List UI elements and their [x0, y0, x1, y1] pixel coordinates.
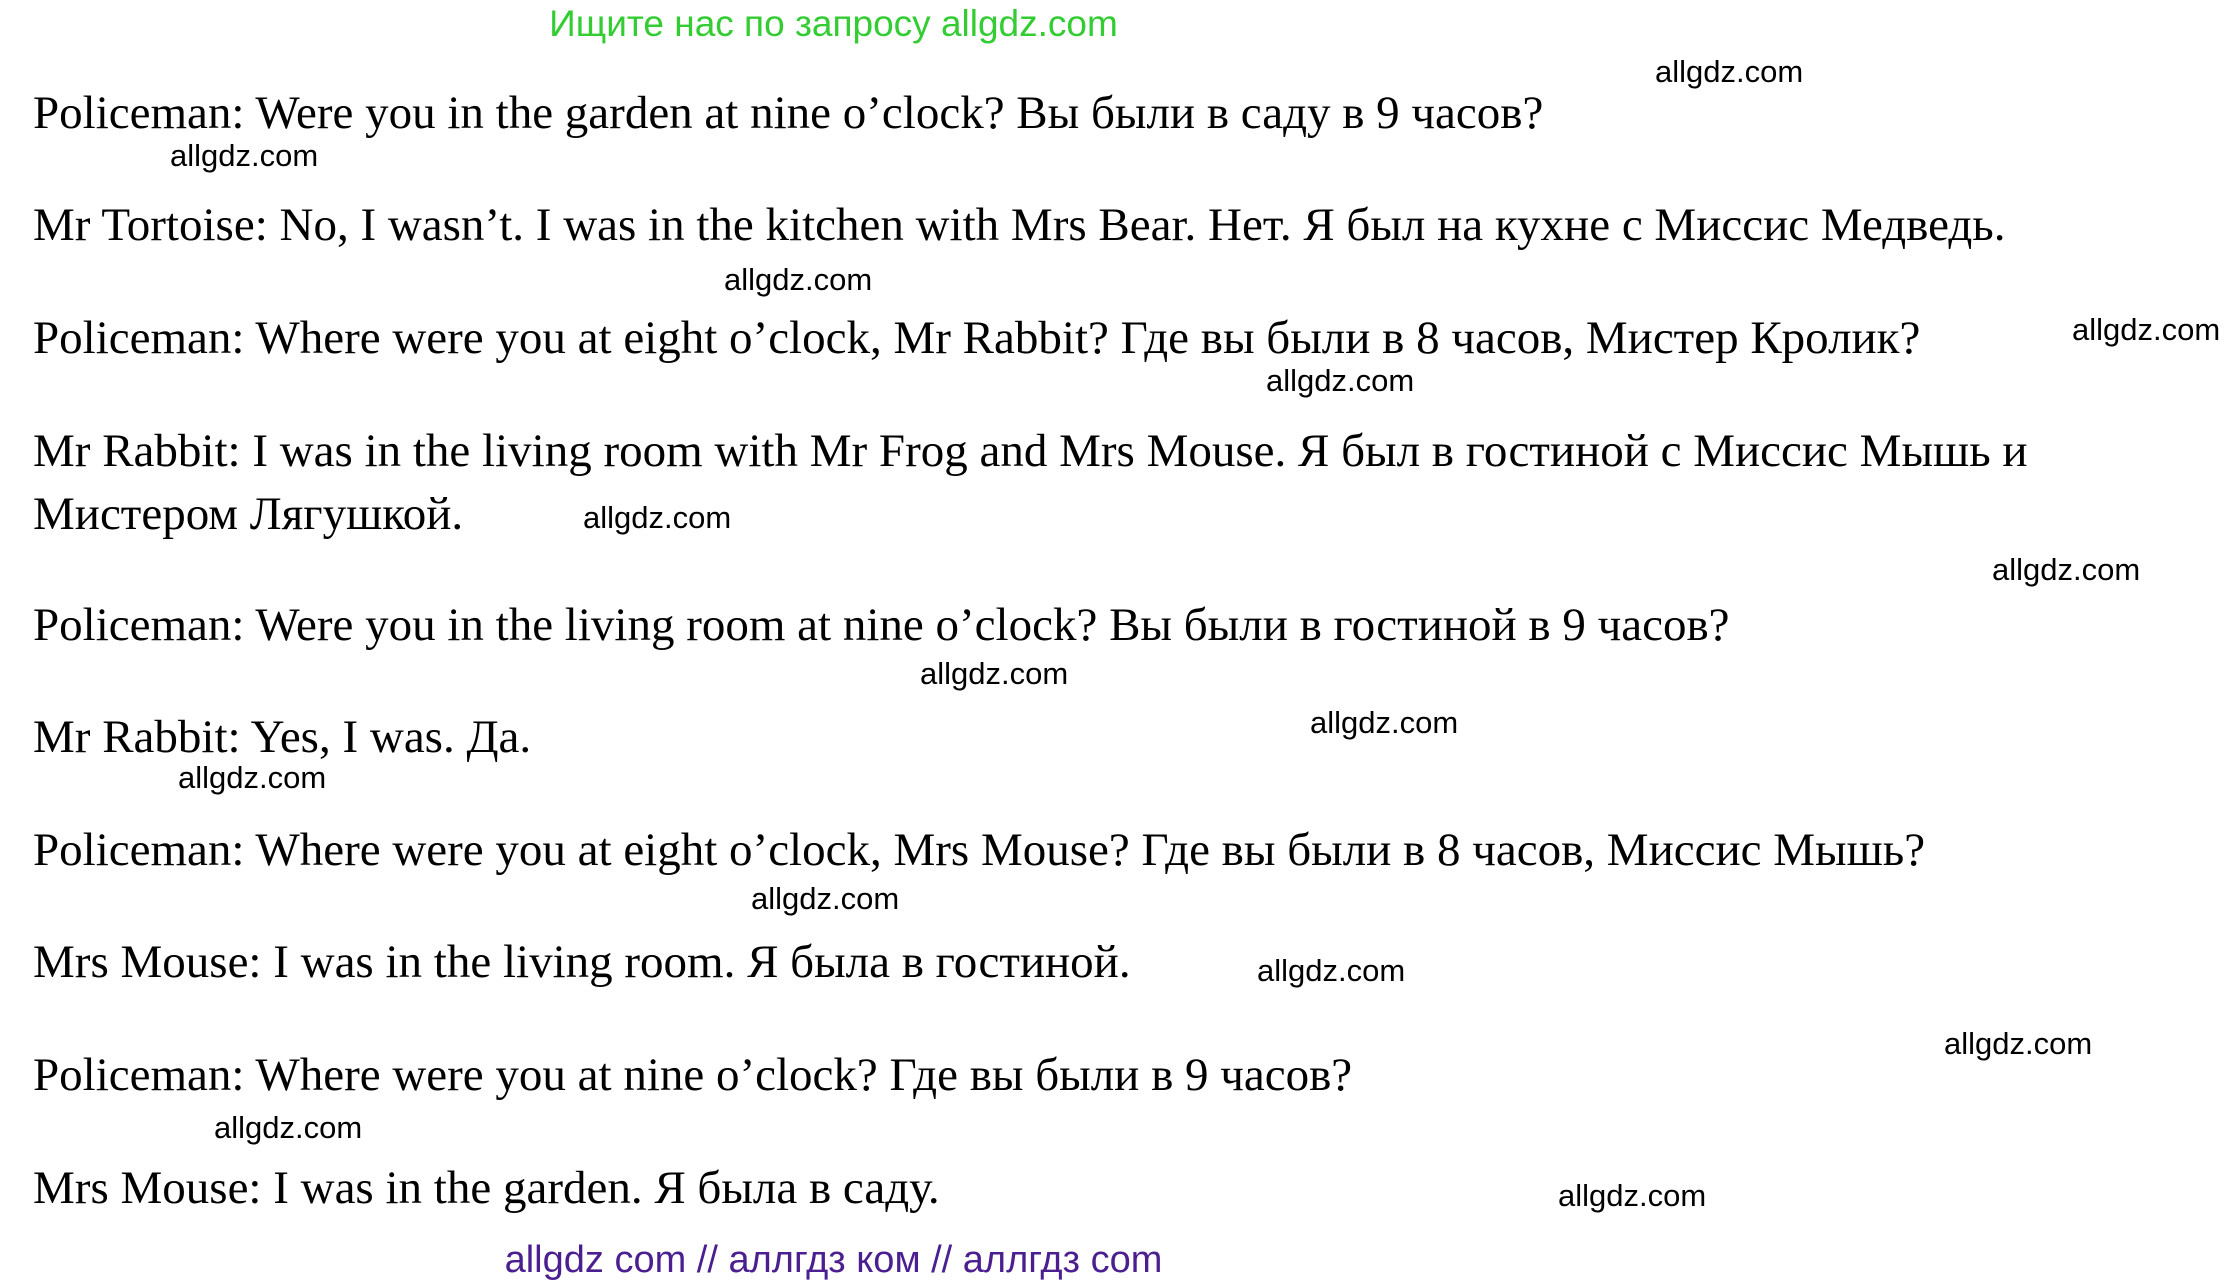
watermark: allgdz.com	[920, 656, 1069, 691]
watermark: allgdz.com	[178, 760, 327, 795]
dialogue-line-1: Policeman: Were you in the garden at nine o’clock? Вы были в саду в 9 часов?	[33, 87, 1544, 139]
dialogue-line-6: Mr Rabbit: Yes, I was. Да.	[33, 711, 532, 763]
watermark: allgdz.com	[1558, 1178, 1707, 1213]
watermark: allgdz.com	[2072, 312, 2221, 347]
watermark: allgdz.com	[1992, 552, 2141, 587]
watermark: allgdz.com	[1655, 54, 1804, 89]
watermark: allgdz.com	[1257, 953, 1406, 988]
dialogue-line-2: Mr Tortoise: No, I wasn’t. I was in the kitchen with Mrs Bear. Нет. Я был на кухне с Миссис Медведь.	[33, 199, 2006, 251]
watermark: allgdz.com	[1266, 363, 1415, 398]
watermark: allgdz.com	[214, 1110, 363, 1145]
watermark: allgdz.com	[751, 881, 900, 916]
dialogue-line-3: Policeman: Where were you at eight o’clock, Mr Rabbit? Где вы были в 8 часов, Мистер Кролик?	[33, 312, 1921, 364]
watermark: allgdz.com	[170, 138, 319, 173]
dialogue-line-10: Mrs Mouse: I was in the garden. Я была в саду.	[33, 1162, 940, 1214]
dialogue-line-9: Policeman: Where were you at nine o’clock? Где вы были в 9 часов?	[33, 1049, 1353, 1101]
footer-banner: allgdz com // аллгдз ком // аллгдз com	[504, 1239, 1163, 1281]
watermark: allgdz.com	[1310, 705, 1459, 740]
dialogue-line-5: Policeman: Were you in the living room at nine o’clock? Вы были в гостиной в 9 часов?	[33, 599, 1730, 651]
dialogue-line-4-continued: Мистером Лягушкой.	[33, 488, 464, 540]
dialogue-line-8: Mrs Mouse: I was in the living room. Я была в гостиной.	[33, 936, 1131, 988]
watermark: allgdz.com	[583, 500, 732, 535]
watermark: allgdz.com	[1944, 1026, 2093, 1061]
dialogue-line-7: Policeman: Where were you at eight o’clock, Mrs Mouse? Где вы были в 8 часов, Миссис Мышь?	[33, 824, 1926, 876]
header-banner: Ищите нас по запросу allgdz.com	[549, 3, 1118, 44]
watermark: allgdz.com	[724, 262, 873, 297]
dialogue-line-4: Mr Rabbit: I was in the living room with Mr Frog and Mrs Mouse. Я был в гостиной с Миссис Мышь и	[33, 425, 2028, 477]
